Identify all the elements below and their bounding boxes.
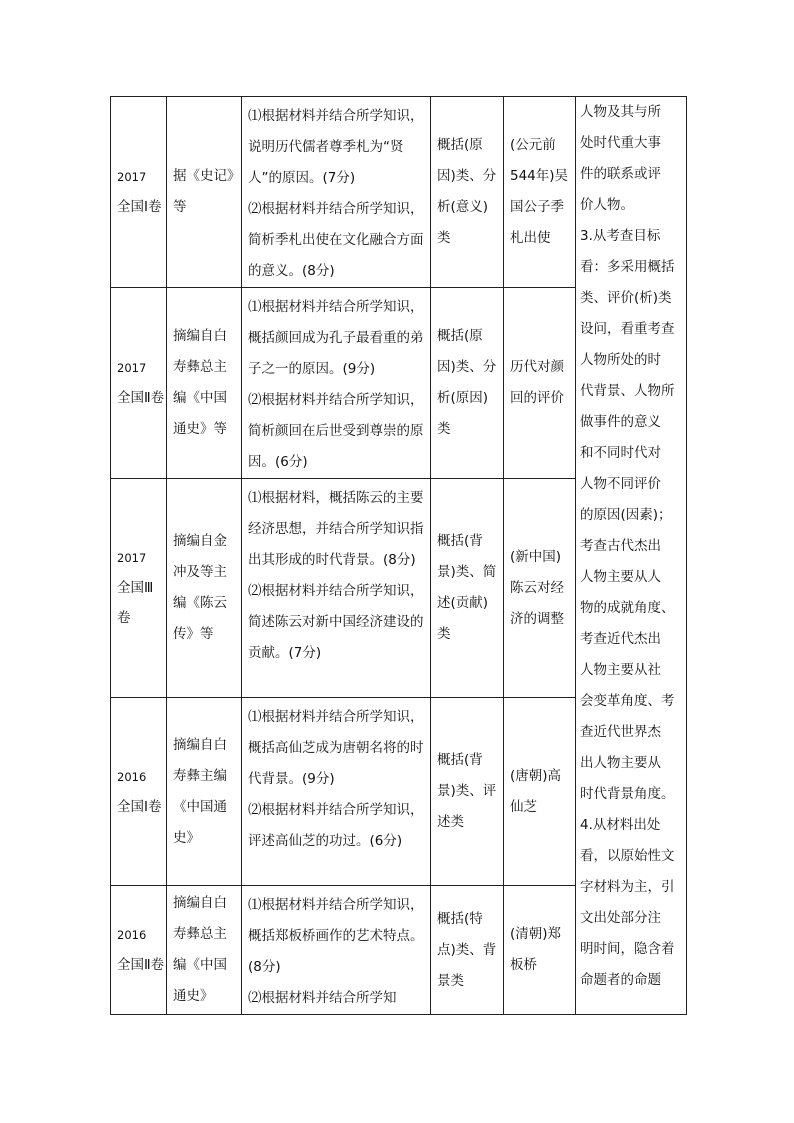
note-line: 看：多采用概括 xyxy=(580,259,675,275)
note-line: 出人物主要从 xyxy=(580,755,661,771)
question-item: ⑵根据材料并结合所学知识，简述陈云对新中国经济建设的贡献。(7分) xyxy=(248,583,424,661)
question-type-cell: 概括(背景)类、评述类 xyxy=(431,698,504,886)
analysis-note-cell xyxy=(576,97,687,1015)
topic-cell: 历代对颜回的评价 xyxy=(504,288,576,479)
note-line: 价人物。 xyxy=(580,197,634,213)
question-item: ⑴根据材料并结合所学知识，说明历代儒者尊季札为“贤人”的原因。(7分) xyxy=(248,108,424,186)
note-line: 设问，看重考查 xyxy=(580,321,675,337)
year-paper-cell xyxy=(111,97,167,288)
note-line: 字材料为主，引 xyxy=(580,879,675,895)
note-line: 会变革角度、考 xyxy=(580,693,675,709)
note-line: 代背景、人物所 xyxy=(580,383,675,399)
note-line: 考查近代杰出 xyxy=(580,631,661,647)
note-line: 和不同时代对 xyxy=(580,445,661,461)
note-line: 的原因(因素)； xyxy=(580,507,672,523)
exam-analysis-table xyxy=(110,96,687,1015)
note-line: 处时代重大事 xyxy=(580,135,661,151)
note-line: 时代背景角度。 xyxy=(580,786,675,802)
question-type-cell: 概括(原因)类、分析(原因)类 xyxy=(431,288,504,479)
question-cell xyxy=(242,288,431,479)
note-line: 考查古代杰出 xyxy=(580,538,661,554)
source-cell: 摘编自金冲及等主编《陈云传》等 xyxy=(167,479,242,698)
year-paper-cell xyxy=(111,698,167,886)
note-line: 明时间，隐含着 xyxy=(580,941,675,957)
note-line: 查近代世界杰 xyxy=(580,724,661,740)
note-line: 件的联系或评 xyxy=(580,166,661,182)
note-line: 物的成就角度、 xyxy=(580,600,675,616)
exam-year: 2017 xyxy=(117,361,147,375)
source-cell: 摘编自白寿彝总主编《中国通史》 xyxy=(167,886,242,1015)
topic-cell: (唐朝)高仙芝 xyxy=(504,698,576,886)
question-type-cell: 概括(背景)类、简述(贡献)类 xyxy=(431,479,504,698)
source-cell: 摘编自白寿彝总主编《中国通史》等 xyxy=(167,288,242,479)
question-item: ⑵根据材料并结合所学知识，简析颜回在后世受到尊崇的原因。(6分) xyxy=(248,392,424,470)
question-cell xyxy=(242,886,431,1015)
question-item: ⑵根据材料并结合所学知识，评述高仙芝的功过。(6分) xyxy=(248,802,424,849)
exam-paper: 全国Ⅰ卷 xyxy=(117,798,162,815)
exam-paper: 全国Ⅰ卷 xyxy=(117,199,162,215)
table-row xyxy=(111,97,687,288)
note-line: 3.从考查目标 xyxy=(580,228,661,244)
note-line: 做事件的意义 xyxy=(580,414,661,430)
note-line: 人物主要从人 xyxy=(580,569,661,585)
note-line: 命题者的命题 xyxy=(580,972,661,988)
note-line: 人物及其与所 xyxy=(580,104,661,120)
question-item: ⑵根据材料并结合所学知 xyxy=(248,990,397,1006)
note-line: 看，以原始性文 xyxy=(580,848,675,864)
topic-cell: (公元前544年)吴国公子季札出使 xyxy=(504,97,576,288)
question-item: ⑴根据材料并结合所学知识，概括高仙芝成为唐朝名将的时代背景。(9分) xyxy=(248,709,424,787)
exam-year: 2017 xyxy=(117,551,147,565)
question-type-cell: 概括(特点)类、背景类 xyxy=(431,886,504,1015)
exam-year: 2016 xyxy=(117,928,147,942)
exam-paper: 全国Ⅱ卷 xyxy=(117,957,165,973)
question-type-cell: 概括(原因)类、分析(意义)类 xyxy=(431,97,504,288)
topic-cell: (清朝)郑板桥 xyxy=(504,886,576,1015)
question-cell xyxy=(242,479,431,698)
note-line: 人物主要从社 xyxy=(580,662,661,678)
question-cell xyxy=(242,698,431,886)
exam-year: 2016 xyxy=(117,769,147,784)
year-paper-cell xyxy=(111,886,167,1015)
exam-paper: 全国Ⅲ卷 xyxy=(117,580,154,626)
topic-cell: (新中国)陈云对经济的调整 xyxy=(504,479,576,698)
question-item: ⑵根据材料并结合所学知识，简析季札出使在文化融合方面的意义。(8分) xyxy=(248,201,424,279)
note-line: 人物不同评价 xyxy=(580,476,661,492)
note-line: 人物所处的时 xyxy=(580,352,661,368)
exam-paper: 全国Ⅱ卷 xyxy=(117,390,165,406)
source-cell: 摘编自白寿彝主编《中国通史》 xyxy=(167,698,242,886)
source-cell: 据《史记》等 xyxy=(167,97,242,288)
question-item: ⑴根据材料并结合所学知识，概括郑板桥画作的艺术特点。(8分) xyxy=(248,897,424,975)
year-paper-cell xyxy=(111,479,167,698)
question-item: ⑴根据材料并结合所学知识，概括颜回成为孔子最看重的弟子之一的原因。(9分) xyxy=(248,299,424,377)
question-cell xyxy=(242,97,431,288)
year-paper-cell xyxy=(111,288,167,479)
note-line: 文出处部分注 xyxy=(580,910,661,926)
exam-year: 2017 xyxy=(117,170,147,184)
note-line: 类、评价(析)类 xyxy=(580,290,672,306)
question-item: ⑴根据材料，概括陈云的主要经济思想，并结合所学知识指出其形成的时代背景。(8分) xyxy=(248,490,424,568)
note-line: 4.从材料出处 xyxy=(580,817,661,833)
